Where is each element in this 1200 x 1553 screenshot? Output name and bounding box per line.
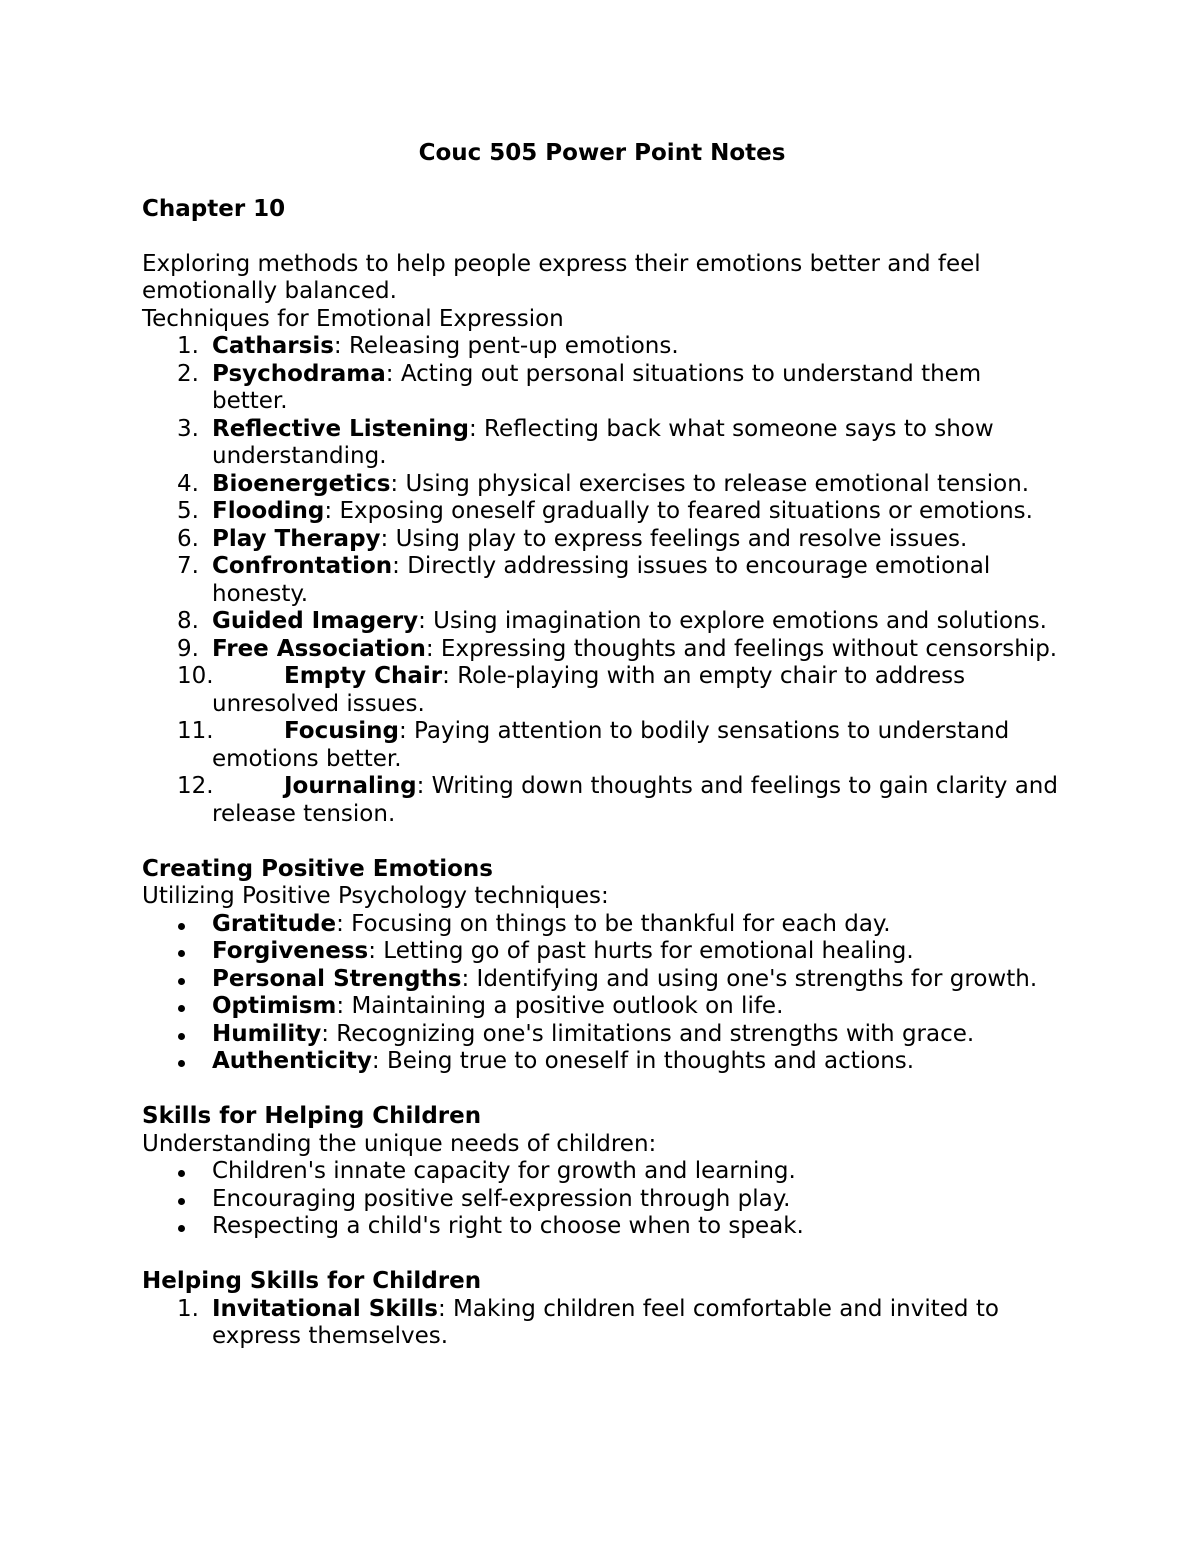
list-item [142,663,1062,718]
technique-description: : Acting out personal situations to understand them better. [212,360,982,414]
technique-description: : Exposing oneself gradually to feared situations or emotions. [324,498,1033,524]
list-number: 11. [177,718,214,744]
document-title: Couc 505 Power Point Notes [418,140,786,166]
item-description: : Maintaining a positive outlook on life. [336,993,784,1019]
list-number: 1. [177,1295,199,1322]
chapter-heading: Chapter 10 [142,195,286,222]
list-item [142,773,1062,828]
technique-description: : Using imagination to explore emotions and solutions. [418,608,1047,634]
technique-description: : Using play to express feelings and resolve issues. [380,525,968,552]
item-description: : Being true to oneself in thoughts and actions. [371,1048,915,1074]
list-item [142,911,1062,939]
list-item [142,993,1062,1021]
list-number: 9. [177,635,199,662]
bullet-icon [178,1225,185,1232]
spacer [142,1076,1062,1104]
list-item [142,471,1062,499]
technique-description: : Writing down thoughts and feelings to gain clarity and release tension. [212,773,1058,827]
children-skills-subheading: Understanding the unique needs of children: [142,1130,657,1157]
list-number: 1. [177,333,199,359]
item-term: Invitational Skills [212,1295,438,1322]
item-description: : Making children feel comfortable and invited to express themselves. [212,1295,999,1349]
technique-description: : Reflecting back what someone says to show understanding. [212,415,994,469]
item-term: Forgiveness [212,938,369,964]
technique-term: Journaling [284,773,417,799]
technique-term: Confrontation [212,553,393,579]
intro-paragraph: Exploring methods to help people express their emotions better and feel emotionally balanced. [142,250,981,304]
list-number: 2. [177,360,199,387]
list-item [142,333,1062,361]
item-term: Gratitude [212,910,337,937]
helping-skills-list [142,1296,1062,1351]
item-term: Humility [212,1020,322,1047]
list-number: 5. [177,498,199,524]
item-text: Encouraging positive self-expression through play. [212,1185,791,1212]
techniques-heading: Techniques for Emotional Expression [142,305,564,332]
list-item [142,608,1062,636]
children-skills-heading: Skills for Helping Children [142,1103,482,1129]
item-description: : Letting go of past hurts for emotional healing. [368,938,914,964]
technique-term: Bioenergetics [212,470,391,497]
technique-term: Empty Chair [284,663,443,689]
bullet-icon [178,1198,185,1205]
bullet-icon [178,923,185,930]
item-description: : Recognizing one's limitations and strengths with grace. [321,1020,975,1047]
bullet-icon [178,1005,185,1012]
list-item [142,718,1062,773]
bullet-icon [178,1033,185,1040]
technique-term: Reflective Listening [212,415,469,442]
list-item [142,416,1062,471]
technique-description: : Paying attention to bodily sensations to understand emotions better. [212,718,1010,772]
item-term: Optimism [212,993,337,1019]
list-number: 7. [177,553,199,579]
item-description: : Identifying and using one's strengths for growth. [461,965,1038,992]
technique-term: Psychodrama [212,360,386,387]
bullet-icon [178,978,185,985]
list-item [142,636,1062,664]
list-item [142,361,1062,416]
spacer [142,168,1062,196]
bullet-icon [178,1060,185,1067]
item-text: Respecting a child's right to choose when to speak. [212,1213,804,1239]
bullet-icon [178,950,185,957]
list-item [142,526,1062,554]
technique-term: Play Therapy [212,525,381,552]
technique-term: Focusing [284,718,399,744]
item-term: Personal Strengths [212,965,462,992]
technique-term: Guided Imagery [212,608,419,634]
spacer [142,828,1062,856]
list-number: 8. [177,608,199,634]
item-description: : Focusing on things to be thankful for each day. [336,910,891,937]
positive-emotions-heading: Creating Positive Emotions [142,855,493,882]
list-number: 3. [177,415,199,442]
positive-emotions-list [142,911,1062,1076]
list-number: 12. [177,773,214,799]
technique-description: : Role-playing with an empty chair to address unresolved issues. [212,663,966,717]
list-item [142,498,1062,526]
technique-term: Catharsis [212,333,334,359]
techniques-list [142,333,1062,828]
list-item [142,966,1062,994]
list-item [142,553,1062,608]
spacer [142,1241,1062,1269]
item-term: Authenticity [212,1048,372,1074]
technique-description: : Expressing thoughts and feelings without censorship. [425,635,1058,662]
technique-description: : Directly addressing issues to encourage emotional honesty. [212,553,991,607]
list-number: 4. [177,470,199,497]
spacer [142,223,1062,251]
document-page [142,140,1062,1351]
positive-emotions-subheading: Utilizing Positive Psychology techniques: [142,883,609,909]
technique-description: : Releasing pent-up emotions. [333,333,679,359]
technique-term: Free Association [212,635,426,662]
list-item [142,1186,1062,1214]
list-number: 10. [177,663,214,689]
bullet-icon [178,1170,185,1177]
list-item [142,1296,1062,1351]
technique-term: Flooding [212,498,325,524]
list-item [142,1021,1062,1049]
list-item [142,1048,1062,1076]
list-item [142,938,1062,966]
list-number: 6. [177,525,199,552]
helping-skills-heading: Helping Skills for Children [142,1268,482,1294]
list-item [142,1158,1062,1186]
item-text: Children's innate capacity for growth and learning. [212,1158,796,1184]
list-item [142,1213,1062,1241]
technique-description: : Using physical exercises to release emotional tension. [390,470,1030,497]
children-skills-list [142,1158,1062,1241]
